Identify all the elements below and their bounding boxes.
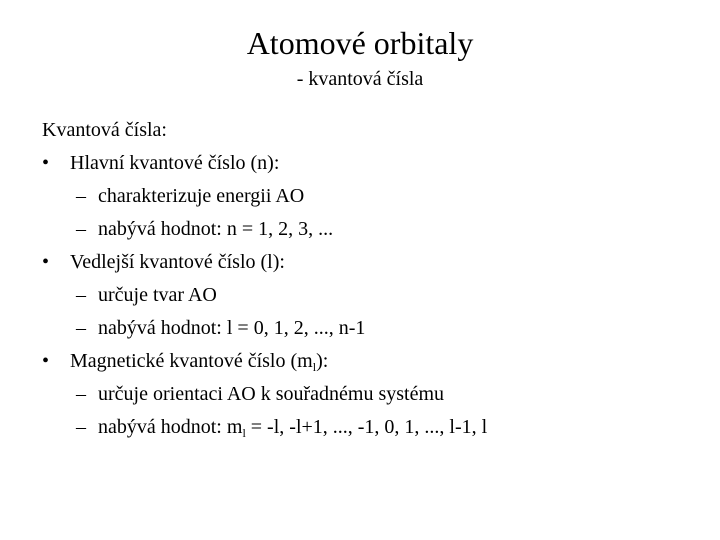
slide-title-text: Atomové orbitaly bbox=[246, 25, 474, 61]
slide-subtitle-text: - kvantová čísla bbox=[296, 68, 424, 90]
sub-item bbox=[42, 312, 702, 345]
sub-text: nabývá hodnot: n = 1, 2, 3, ... bbox=[98, 218, 334, 240]
sub-item bbox=[42, 279, 702, 312]
slide-content bbox=[42, 114, 702, 444]
list-item bbox=[42, 345, 702, 378]
dash-icon: – bbox=[76, 218, 86, 240]
dash-icon: – bbox=[76, 383, 86, 405]
slide-title bbox=[0, 24, 720, 62]
bullet-text: Vedlejší kvantové číslo (l): bbox=[70, 251, 285, 273]
slide-subtitle bbox=[0, 66, 720, 92]
heading-text: Kvantová čísla: bbox=[42, 119, 167, 141]
sub-item bbox=[42, 180, 702, 213]
sub-text: určuje orientaci AO k souřadnému systému bbox=[98, 383, 445, 405]
bullet-text bbox=[70, 345, 328, 378]
list-item bbox=[42, 147, 702, 180]
sub-text: určuje tvar AO bbox=[98, 284, 217, 306]
sub-text bbox=[98, 411, 487, 444]
list-item bbox=[42, 246, 702, 279]
bullet-icon: • bbox=[42, 251, 50, 273]
content-heading bbox=[42, 114, 702, 147]
bullet-text-post: ): bbox=[316, 350, 329, 372]
sub-text: nabývá hodnot: l = 0, 1, 2, ..., n-1 bbox=[98, 317, 366, 339]
sub-item bbox=[42, 378, 702, 411]
dash-icon: – bbox=[76, 416, 86, 438]
bullet-icon: • bbox=[42, 152, 50, 174]
dash-icon: – bbox=[76, 284, 86, 306]
bullet-icon: • bbox=[42, 350, 50, 372]
bullet-text-subscript: l bbox=[312, 360, 317, 374]
sub-item bbox=[42, 411, 702, 444]
sub-text-pre: nabývá hodnot: m bbox=[98, 416, 243, 438]
sub-item bbox=[42, 213, 702, 246]
sub-text-post: = -l, -l+1, ..., -1, 0, 1, ..., l-1, l bbox=[245, 416, 488, 438]
sub-text: charakterizuje energii AO bbox=[98, 185, 305, 207]
bullet-text: Hlavní kvantové číslo (n): bbox=[70, 152, 280, 174]
sub-text-subscript: l bbox=[242, 426, 246, 440]
dash-icon: – bbox=[76, 317, 86, 339]
dash-icon: – bbox=[76, 185, 86, 207]
bullet-text-pre: Magnetické kvantové číslo (m bbox=[70, 350, 313, 372]
